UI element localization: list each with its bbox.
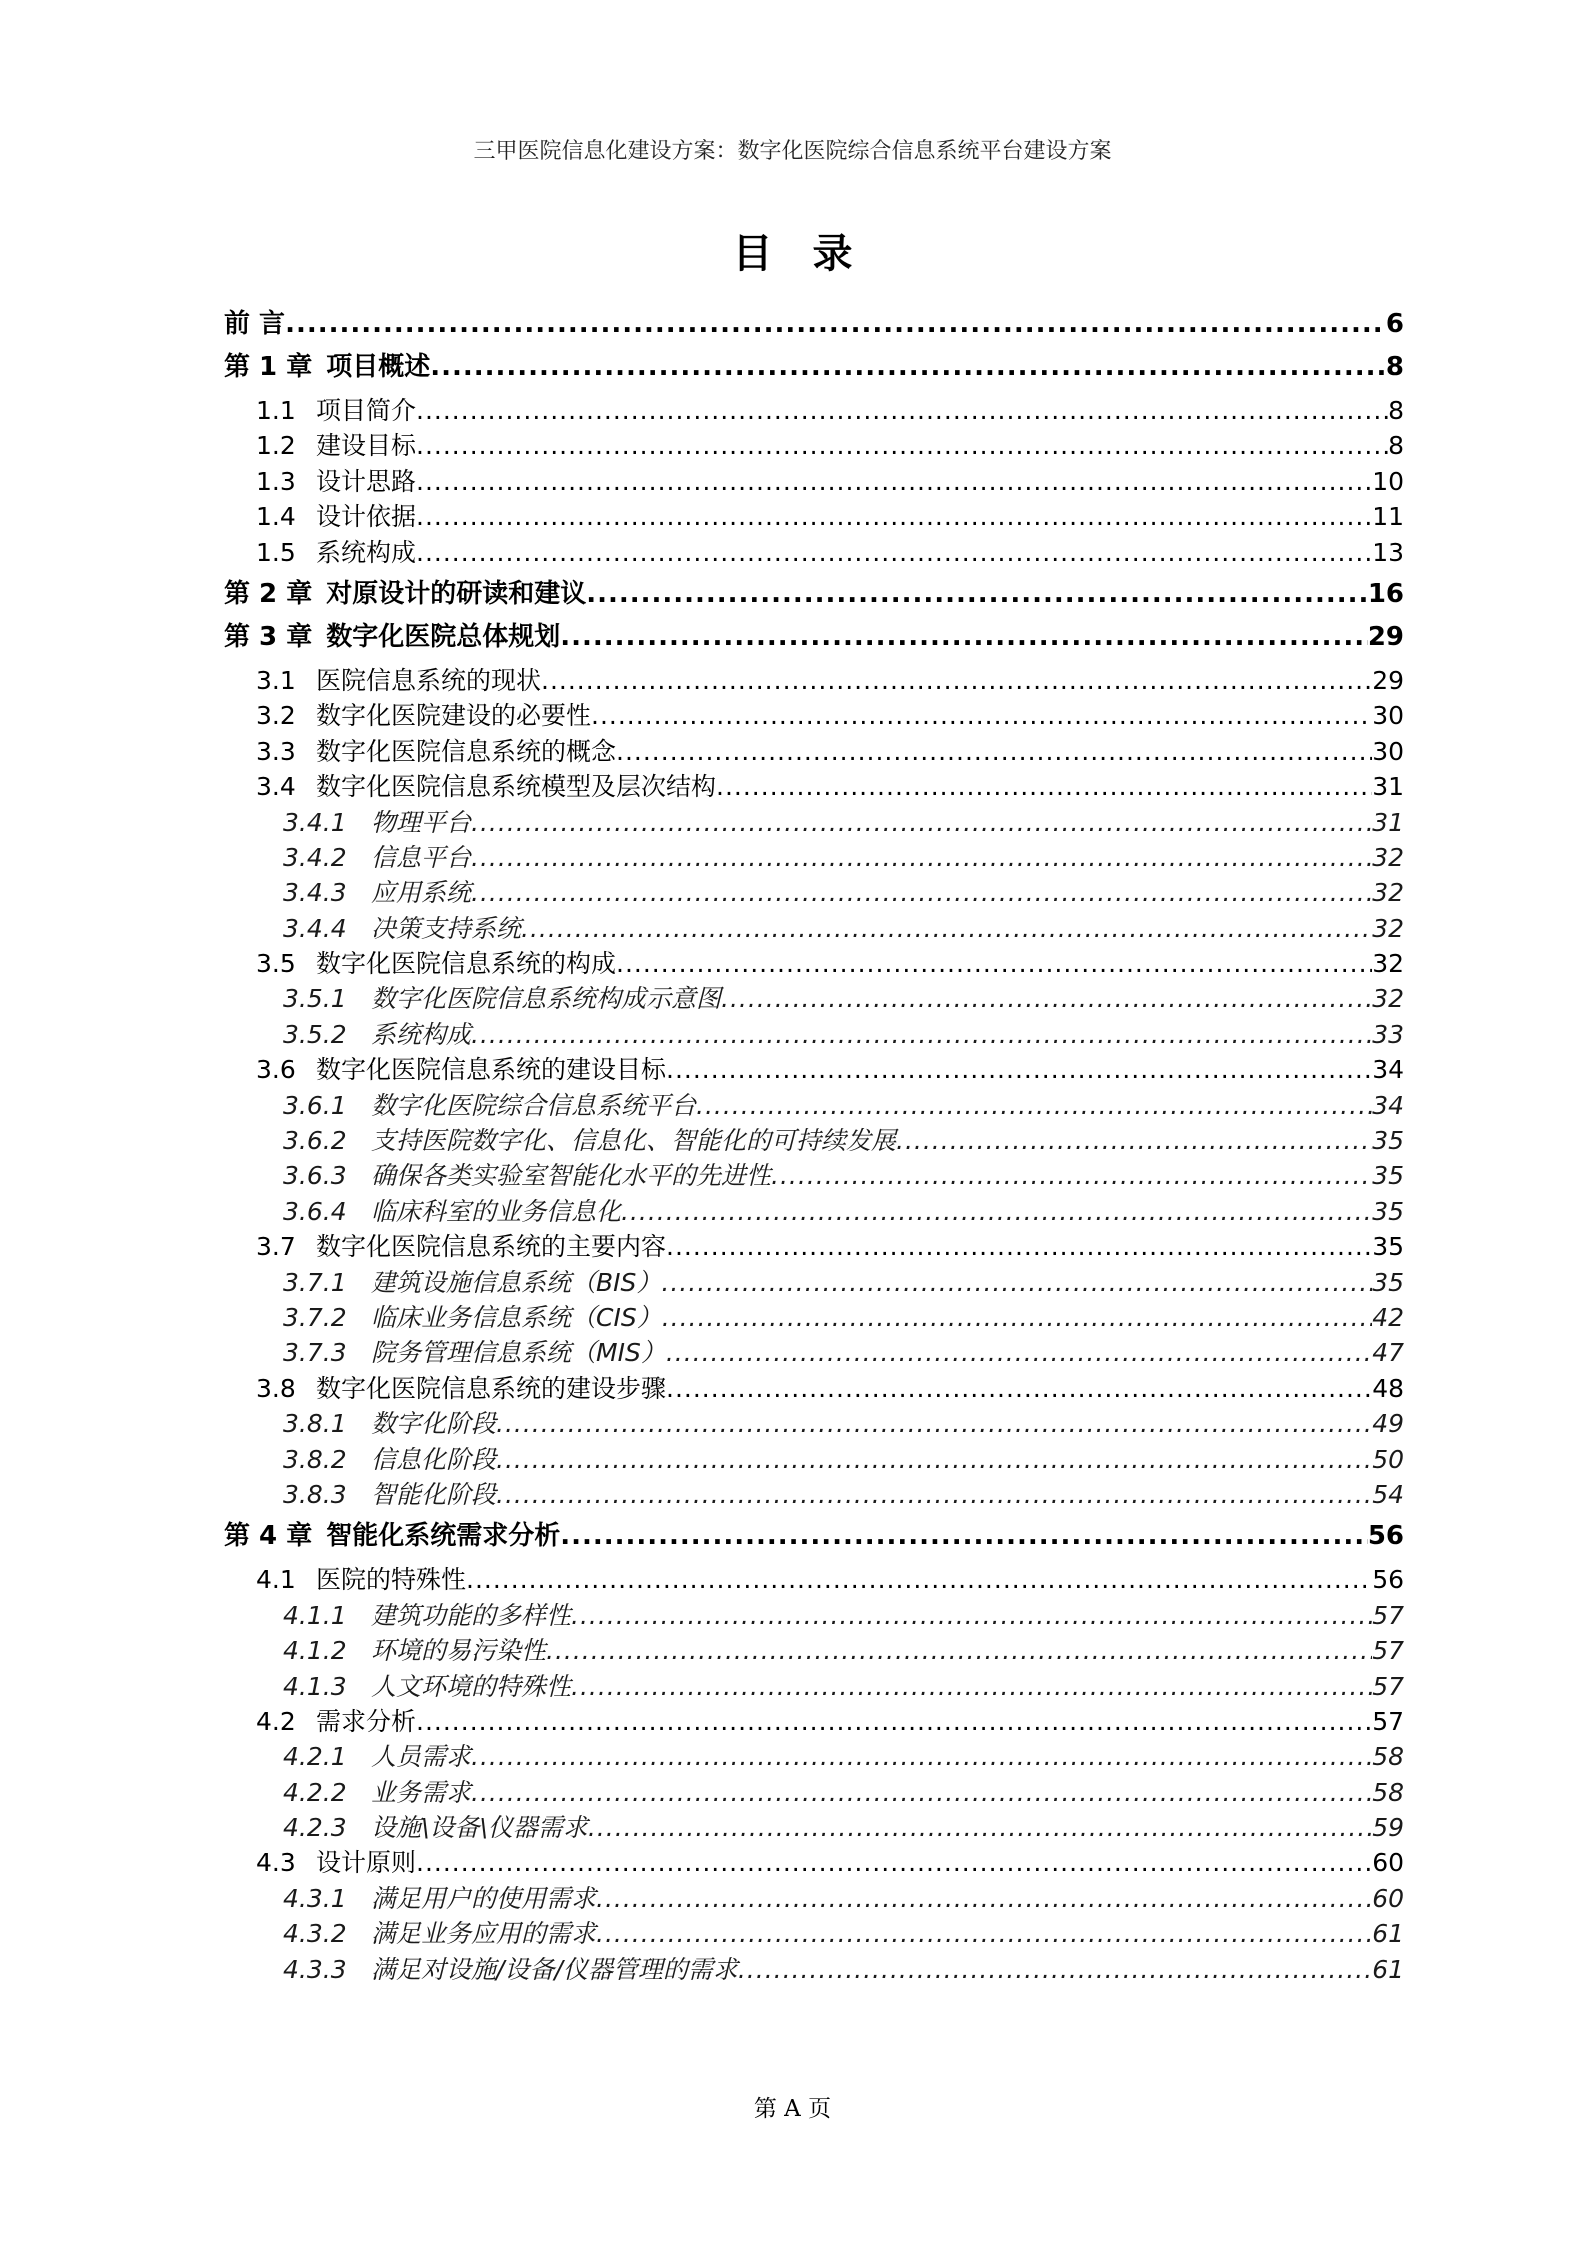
toc-entry-level2[interactable] [224, 393, 1404, 428]
toc-leader-dots [560, 620, 1368, 655]
toc-page-number: 33 [1372, 1019, 1404, 1049]
toc-page-number: 35 [1372, 1161, 1404, 1191]
toc-entry-number: 3.3 [256, 736, 296, 766]
toc-entry-number: 4.1.3 [283, 1671, 347, 1701]
toc-leader-dots [696, 1088, 1372, 1123]
toc-page-number: 32 [1372, 913, 1404, 943]
page-footer: 第 A 页 [753, 2096, 832, 2122]
toc-entry-level2[interactable] [224, 428, 1404, 463]
toc-entry-title [283, 805, 471, 840]
toc-entry-level3[interactable] [224, 1598, 1404, 1633]
toc-leader-dots [596, 1916, 1372, 1951]
toc-page-number: 31 [1372, 807, 1404, 837]
toc-entry-number: 4.2.1 [283, 1742, 347, 1772]
toc-entry-label: 数字化医院信息系统的主要内容 [316, 1232, 667, 1262]
toc-entry-label: 数字化医院信息系统构成示意图 [371, 984, 722, 1014]
toc-entry-title [256, 769, 716, 804]
toc-entry-level3[interactable] [224, 1442, 1404, 1477]
toc-page-number: 56 [1372, 1565, 1404, 1595]
toc-entry-title [283, 1916, 596, 1951]
toc-entry-title [283, 1017, 471, 1052]
toc-leader-dots [416, 464, 1372, 499]
toc-leader-dots [521, 911, 1372, 946]
toc-entry-level3[interactable] [224, 1633, 1404, 1668]
toc-leader-dots [596, 1881, 1372, 1916]
toc-entry-number: 4.1 [256, 1565, 296, 1595]
toc-entry-title [283, 840, 471, 875]
toc-entry-number: 3.8.2 [283, 1444, 347, 1474]
toc-entry-title [256, 393, 416, 428]
toc-entry-label: 设计依据 [316, 502, 417, 532]
toc-page-number: 50 [1372, 1444, 1404, 1474]
toc-entry-label: 智能化系统需求分析 [326, 1521, 561, 1552]
toc-entry-label: 对原设计的研读和建议 [326, 578, 587, 609]
toc-leader-dots [560, 1519, 1368, 1554]
toc-entry-number: 3.2 [256, 701, 296, 731]
toc-entry-label: 医院的特殊性 [316, 1565, 467, 1595]
toc-entry-title [283, 1477, 496, 1512]
toc-leader-dots [661, 1265, 1372, 1300]
toc-entry-label: 设施\设备\仪器需求 [371, 1813, 588, 1843]
toc-entry-title [256, 1229, 666, 1264]
toc-page-number: 57 [1372, 1671, 1404, 1701]
toc-leader-dots [471, 1017, 1372, 1052]
toc-page-number: 61 [1372, 1919, 1404, 1949]
toc-entry-title [283, 1300, 662, 1335]
toc-entry-title [224, 307, 285, 342]
toc-page-number: 30 [1372, 701, 1404, 731]
toc-page-number: 16 [1367, 578, 1404, 609]
toc-entry-level2[interactable] [224, 769, 1404, 804]
toc-page-number: 60 [1372, 1883, 1404, 1913]
toc-entry-label: 数字化医院信息系统的构成 [316, 949, 617, 979]
toc-entry-level3[interactable] [224, 1916, 1404, 1951]
toc-page-number: 30 [1372, 736, 1404, 766]
toc-entry-title [283, 1442, 496, 1477]
toc-entry-level1[interactable] [224, 620, 1404, 655]
toc-entry-number: 1.3 [256, 466, 296, 496]
toc-entry-number: 3.4.4 [283, 913, 347, 943]
toc-entry-number: 3.8 [256, 1373, 296, 1403]
toc-page-number: 58 [1372, 1777, 1404, 1807]
toc-entry-level2[interactable] [224, 1704, 1404, 1739]
toc-entry-label: 院务管理信息系统（MIS） [371, 1338, 666, 1368]
toc-entry-label: 临床科室的业务信息化 [371, 1196, 622, 1226]
toc-entry-number: 3.6.2 [283, 1126, 347, 1156]
toc-entry-level1[interactable] [224, 307, 1404, 342]
toc-entry-level3[interactable] [224, 1265, 1404, 1300]
page-title: 目录 [732, 231, 893, 277]
toc-page-number: 35 [1372, 1232, 1404, 1262]
toc-entry-label: 环境的易污染性 [371, 1636, 547, 1666]
toc-entry-label: 系统构成 [316, 537, 417, 567]
toc-entry-number: 3.5.1 [283, 984, 347, 1014]
toc-leader-dots [416, 1845, 1372, 1880]
toc-entry-level2[interactable] [224, 535, 1404, 570]
toc-page-number: 34 [1372, 1090, 1404, 1120]
toc-leader-dots [496, 1477, 1372, 1512]
toc-page-number: 11 [1372, 502, 1404, 532]
toc-entry-number: 4.3.1 [283, 1883, 347, 1913]
toc-entry-title [283, 875, 471, 910]
toc-entry-title [283, 1265, 661, 1300]
toc-entry-number: 4.2 [256, 1706, 296, 1736]
toc-leader-dots [586, 577, 1368, 612]
toc-leader-dots [771, 1158, 1372, 1193]
toc-entry-title [256, 1704, 416, 1739]
toc-page-number: 13 [1372, 537, 1404, 567]
toc-entry-title [283, 1598, 571, 1633]
toc-entry-label: 数字化医院总体规划 [326, 621, 561, 652]
toc-entry-level2[interactable] [224, 499, 1404, 534]
toc-entry-level3[interactable] [224, 1810, 1404, 1845]
toc-page-number: 8 [1388, 396, 1404, 425]
toc-entry-number: 3.7 [256, 1232, 296, 1262]
toc-entry-label: 人文环境的特殊性 [371, 1671, 572, 1701]
toc-entry-number: 3.7.1 [283, 1267, 347, 1297]
toc-entry-title [256, 428, 416, 463]
toc-page-number: 6 [1385, 309, 1404, 339]
toc-page-number: 61 [1372, 1954, 1404, 1984]
toc-entry-level3[interactable] [224, 911, 1404, 946]
toc-entry-level2[interactable] [224, 946, 1404, 981]
toc-entry-number: 4.2.3 [283, 1813, 347, 1843]
toc-entry-number: 3.1 [256, 665, 296, 695]
toc-entry-level3[interactable] [224, 805, 1404, 840]
toc-entry-level1[interactable] [224, 1519, 1404, 1554]
toc-leader-dots [616, 946, 1372, 981]
toc-entry-number: 1.1 [256, 396, 296, 425]
toc-entry-level3[interactable] [224, 1300, 1404, 1335]
toc-entry-number: 4.3.2 [283, 1919, 347, 1949]
toc-entry-number: 3.6 [256, 1055, 296, 1085]
toc-entry-title [283, 1406, 496, 1441]
toc-entry-number: 3.7.3 [283, 1338, 347, 1368]
toc-entry-level2[interactable] [224, 1845, 1404, 1880]
toc-entry-label: 支持医院数字化、信息化、智能化的可持续发展 [371, 1126, 897, 1156]
toc-leader-dots [471, 805, 1372, 840]
toc-leader-dots [588, 1810, 1372, 1845]
toc-leader-dots [496, 1406, 1372, 1441]
toc-entry-number: 4.1.1 [283, 1600, 347, 1630]
toc-entry-level2[interactable] [224, 1229, 1404, 1264]
toc-entry-number: 4.1.2 [283, 1636, 347, 1666]
toc-entry-level3[interactable] [224, 1775, 1404, 1810]
toc-entry-title [283, 1194, 621, 1229]
toc-entry-title [283, 1881, 596, 1916]
toc-leader-dots [430, 350, 1386, 385]
toc-entry-title [283, 1952, 738, 1987]
toc-entry-number: 3.7.2 [283, 1302, 347, 1332]
toc-entry-number: 4.3.3 [283, 1954, 347, 1984]
toc-page-number: 57 [1372, 1600, 1404, 1630]
toc-page-number: 29 [1372, 665, 1404, 695]
toc-entry-title [283, 1739, 471, 1774]
toc-leader-dots [285, 307, 1386, 342]
toc-leader-dots [541, 663, 1372, 698]
toc-entry-level3[interactable] [224, 1335, 1404, 1370]
toc-entry-label: 确保各类实验室智能化水平的先进性 [371, 1161, 772, 1191]
toc-entry-number: 第 4 章 [224, 1521, 313, 1552]
toc-entry-title [256, 1371, 666, 1406]
toc-page-number: 10 [1372, 466, 1404, 496]
toc-leader-dots [416, 393, 1388, 428]
toc-page-number: 59 [1372, 1813, 1404, 1843]
toc-entry-title [283, 1088, 696, 1123]
toc-entry-level3[interactable] [224, 1881, 1404, 1916]
toc-entry-number: 3.6.4 [283, 1196, 347, 1226]
toc-entry-level3[interactable] [224, 981, 1404, 1016]
toc-entry-label: 数字化医院信息系统模型及层次结构 [316, 772, 717, 802]
toc-entry-level1[interactable] [224, 350, 1404, 385]
toc-entry-level3[interactable] [224, 1123, 1404, 1158]
toc-entry-level3[interactable] [224, 1952, 1404, 1987]
toc-leader-dots [666, 1052, 1372, 1087]
toc-entry-label: 建筑功能的多样性 [371, 1600, 572, 1630]
toc-entry-title [283, 1123, 896, 1158]
toc-entry-label: 项目简介 [316, 396, 417, 425]
toc-entry-label: 系统构成 [371, 1019, 472, 1049]
toc-entry-label: 医院信息系统的现状 [316, 665, 542, 695]
running-header: 三甲医院信息化建设方案：数字化医院综合信息系统平台建设方案 [473, 139, 1112, 164]
toc-entry-number: 第 2 章 [224, 578, 313, 609]
toc-entry-number: 4.3 [256, 1848, 296, 1878]
toc-entry-label: 数字化医院信息系统的建设目标 [316, 1055, 667, 1085]
toc-entry-number: 1.4 [256, 502, 296, 532]
toc-entry-level2[interactable] [224, 1052, 1404, 1087]
toc-entry-level3[interactable] [224, 1158, 1404, 1193]
toc-entry-title [256, 1562, 466, 1597]
toc-leader-dots [621, 1194, 1372, 1229]
toc-entry-title [224, 350, 430, 385]
toc-entry-label: 数字化医院信息系统的概念 [316, 736, 617, 766]
toc-page-number: 35 [1372, 1267, 1404, 1297]
toc-entry-number: 4.2.2 [283, 1777, 347, 1807]
toc-entry-level3[interactable] [224, 1669, 1404, 1704]
toc-entry-title [283, 981, 721, 1016]
toc-entry-title [283, 1775, 471, 1810]
toc-entry-level3[interactable] [224, 1739, 1404, 1774]
toc-entry-level2[interactable] [224, 1371, 1404, 1406]
toc-page-number: 56 [1367, 1521, 1404, 1552]
toc-entry-level1[interactable] [224, 577, 1404, 612]
toc-entry-label: 人员需求 [371, 1742, 472, 1772]
toc-entry-label: 项目概述 [326, 352, 431, 382]
toc-page-number: 58 [1372, 1742, 1404, 1772]
toc-entry-level2[interactable] [224, 698, 1404, 733]
table-of-contents [224, 300, 1404, 1987]
toc-leader-dots [616, 734, 1372, 769]
toc-page-number: 42 [1372, 1302, 1404, 1332]
toc-leader-dots [466, 1562, 1372, 1597]
toc-entry-level2[interactable] [224, 663, 1404, 698]
toc-entry-level3[interactable] [224, 1406, 1404, 1441]
toc-leader-dots [721, 981, 1372, 1016]
toc-page-number: 32 [1372, 984, 1404, 1014]
toc-entry-title [256, 663, 541, 698]
toc-entry-label: 数字化医院建设的必要性 [316, 701, 592, 731]
toc-entry-number: 1.5 [256, 537, 296, 567]
toc-entry-label: 数字化阶段 [371, 1409, 497, 1439]
toc-entry-label: 信息平台 [371, 842, 472, 872]
toc-leader-dots [896, 1123, 1372, 1158]
toc-entry-title [283, 1633, 546, 1668]
toc-leader-dots [471, 840, 1372, 875]
toc-leader-dots [496, 1442, 1372, 1477]
toc-entry-label: 业务需求 [371, 1777, 472, 1807]
toc-leader-dots [546, 1633, 1372, 1668]
toc-page-number: 32 [1372, 842, 1404, 872]
toc-entry-level3[interactable] [224, 1194, 1404, 1229]
toc-entry-label: 应用系统 [371, 878, 472, 908]
toc-entry-label: 需求分析 [316, 1706, 417, 1736]
toc-leader-dots [666, 1229, 1372, 1264]
toc-entry-level3[interactable] [224, 840, 1404, 875]
toc-leader-dots [416, 428, 1388, 463]
toc-entry-title [256, 1845, 416, 1880]
toc-entry-title [256, 946, 616, 981]
toc-leader-dots [416, 499, 1372, 534]
toc-entry-title [256, 698, 591, 733]
toc-entry-title [256, 499, 416, 534]
toc-leader-dots [471, 875, 1372, 910]
toc-entry-level3[interactable] [224, 875, 1404, 910]
toc-entry-label: 建设目标 [316, 431, 417, 461]
toc-page-number: 32 [1372, 878, 1404, 908]
toc-page-number: 57 [1372, 1636, 1404, 1666]
toc-entry-label: 数字化医院综合信息系统平台 [371, 1090, 697, 1120]
toc-entry-number: 3.5 [256, 949, 296, 979]
toc-entry-title [256, 734, 616, 769]
toc-page-number: 54 [1372, 1479, 1404, 1509]
toc-leader-dots [571, 1598, 1372, 1633]
toc-entry-label: 数字化医院信息系统的建设步骤 [316, 1373, 667, 1403]
toc-entry-title [283, 1810, 588, 1845]
toc-entry-label: 智能化阶段 [371, 1479, 497, 1509]
toc-leader-dots [416, 535, 1372, 570]
toc-leader-dots [666, 1335, 1372, 1370]
toc-leader-dots [716, 769, 1372, 804]
toc-entry-label: 设计思路 [316, 466, 417, 496]
toc-entry-level2[interactable] [224, 734, 1404, 769]
toc-entry-title [224, 577, 586, 612]
toc-entry-title [256, 464, 416, 499]
toc-entry-level2[interactable] [224, 464, 1404, 499]
toc-entry-title [283, 1158, 771, 1193]
toc-entry-label: 建筑设施信息系统（BIS） [371, 1267, 662, 1297]
toc-page-number: 35 [1372, 1126, 1404, 1156]
toc-page-number: 57 [1372, 1706, 1404, 1736]
toc-page-number: 29 [1367, 621, 1404, 652]
toc-entry-number: 3.8.1 [283, 1409, 347, 1439]
toc-entry-number: 第 3 章 [224, 621, 313, 652]
toc-entry-label: 信息化阶段 [371, 1444, 497, 1474]
toc-entry-number: 3.6.1 [283, 1090, 347, 1120]
toc-entry-number: 3.4.2 [283, 842, 347, 872]
toc-page-number: 8 [1385, 352, 1404, 382]
toc-entry-label: 物理平台 [371, 807, 472, 837]
toc-page-number: 32 [1372, 949, 1404, 979]
toc-entry-title [283, 911, 521, 946]
toc-entry-title [224, 1519, 560, 1554]
toc-entry-level3[interactable] [224, 1088, 1404, 1123]
toc-leader-dots [471, 1775, 1372, 1810]
toc-entry-label: 临床业务信息系统（CIS） [371, 1302, 662, 1332]
toc-entry-title [256, 1052, 666, 1087]
toc-page-number: 47 [1372, 1338, 1404, 1368]
toc-page-number: 48 [1372, 1373, 1404, 1403]
toc-entry-number: 3.6.3 [283, 1161, 347, 1191]
toc-entry-label: 设计原则 [316, 1848, 417, 1878]
toc-entry-title [256, 535, 416, 570]
toc-entry-level3[interactable] [224, 1017, 1404, 1052]
toc-entry-level2[interactable] [224, 1562, 1404, 1597]
toc-entry-label: 满足用户的使用需求 [371, 1883, 597, 1913]
toc-leader-dots [591, 698, 1372, 733]
toc-page-number: 35 [1372, 1196, 1404, 1226]
toc-leader-dots [571, 1669, 1372, 1704]
toc-page-number: 34 [1372, 1055, 1404, 1085]
toc-entry-title [283, 1669, 571, 1704]
toc-entry-title [283, 1335, 666, 1370]
toc-entry-number: 第 1 章 [224, 352, 313, 382]
toc-page-number: 31 [1372, 772, 1404, 802]
toc-leader-dots [662, 1300, 1372, 1335]
toc-entry-title [224, 620, 560, 655]
toc-entry-label: 满足业务应用的需求 [371, 1919, 597, 1949]
toc-entry-number: 3.4.3 [283, 878, 347, 908]
toc-page-number: 8 [1388, 431, 1404, 461]
toc-entry-number: 3.8.3 [283, 1479, 347, 1509]
toc-entry-label: 满足对设施/设备/仪器管理的需求 [371, 1954, 738, 1984]
toc-entry-number: 1.2 [256, 431, 296, 461]
toc-entry-level3[interactable] [224, 1477, 1404, 1512]
toc-entry-label: 前 言 [224, 309, 286, 339]
toc-entry-number: 3.5.2 [283, 1019, 347, 1049]
toc-entry-number: 3.4.1 [283, 807, 347, 837]
toc-entry-number: 3.4 [256, 772, 296, 802]
toc-leader-dots [471, 1739, 1372, 1774]
toc-leader-dots [666, 1371, 1372, 1406]
toc-entry-label: 决策支持系统 [371, 913, 522, 943]
toc-leader-dots [738, 1952, 1372, 1987]
toc-leader-dots [416, 1704, 1372, 1739]
toc-page-number: 60 [1372, 1848, 1404, 1878]
toc-page-number: 49 [1372, 1409, 1404, 1439]
